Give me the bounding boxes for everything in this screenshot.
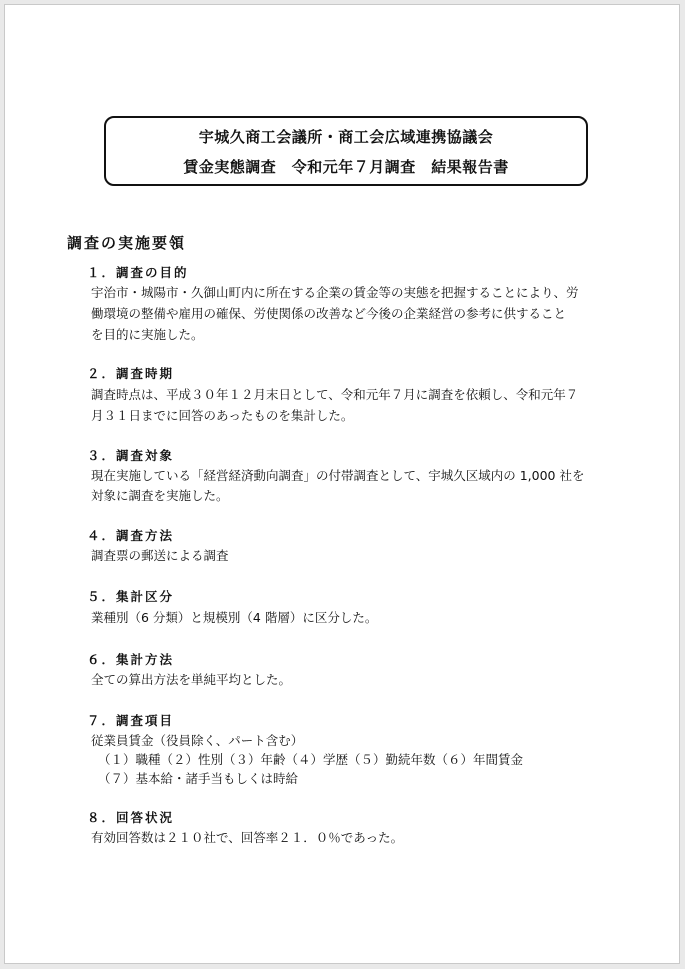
section-title: １．調査の目的 bbox=[87, 265, 189, 280]
section-line: 宇治市・城陽市・久御山町内に所在する企業の賃金等の実態を把握することにより、労 bbox=[91, 285, 579, 300]
section-line: （１）職種（２）性別（３）年齢（４）学歴（５）勤続年数（６）年間賃金 bbox=[98, 752, 524, 767]
section-heading: 調査の実施要領 bbox=[67, 234, 187, 252]
section-title: ４．調査方法 bbox=[87, 528, 175, 543]
section-line: 対象に調査を実施した。 bbox=[91, 488, 229, 503]
section-line: 有効回答数は２１０社で、回答率２１．０％であった。 bbox=[91, 830, 404, 845]
section-line: 全ての算出方法を単純平均とした。 bbox=[91, 672, 292, 687]
section-title: ８．回答状況 bbox=[87, 810, 175, 825]
section-title: ３．調査対象 bbox=[87, 448, 175, 463]
section-line: 調査票の郵送による調査 bbox=[91, 548, 229, 563]
section-title: ６．集計方法 bbox=[87, 652, 175, 667]
section-line: 働環境の整備や雇用の確保、労使関係の改善など今後の企業経営の参考に供すること bbox=[91, 306, 567, 321]
section-line: （７）基本給・諸手当もしくは時給 bbox=[98, 771, 299, 786]
section-line: 月３１日までに回答のあったものを集計した。 bbox=[91, 408, 354, 423]
section-line: 調査時点は、平成３０年１２月末日として、令和元年７月に調査を依頼し、令和元年７ bbox=[91, 387, 579, 402]
section-line: 現在実施している「経営経済動向調査」の付帯調査として、宇城久区域内の 1,000 社を bbox=[91, 468, 585, 483]
section-line: を目的に実施した。 bbox=[91, 327, 204, 342]
title-line-1: 宇城久商工会議所・商工会広域連携協議会 bbox=[198, 128, 494, 146]
section-title: ２．調査時期 bbox=[87, 366, 175, 381]
title-line-2: 賃金実態調査 令和元年７月調査 結果報告書 bbox=[183, 158, 509, 176]
section-line: 従業員賃金（役員除く、パート含む） bbox=[91, 733, 304, 748]
title-box bbox=[104, 116, 588, 186]
section-title: ５．集計区分 bbox=[87, 589, 175, 604]
section-title: ７．調査項目 bbox=[87, 713, 175, 728]
section-line: 業種別（6 分類）と規模別（4 階層）に区分した。 bbox=[91, 610, 378, 625]
